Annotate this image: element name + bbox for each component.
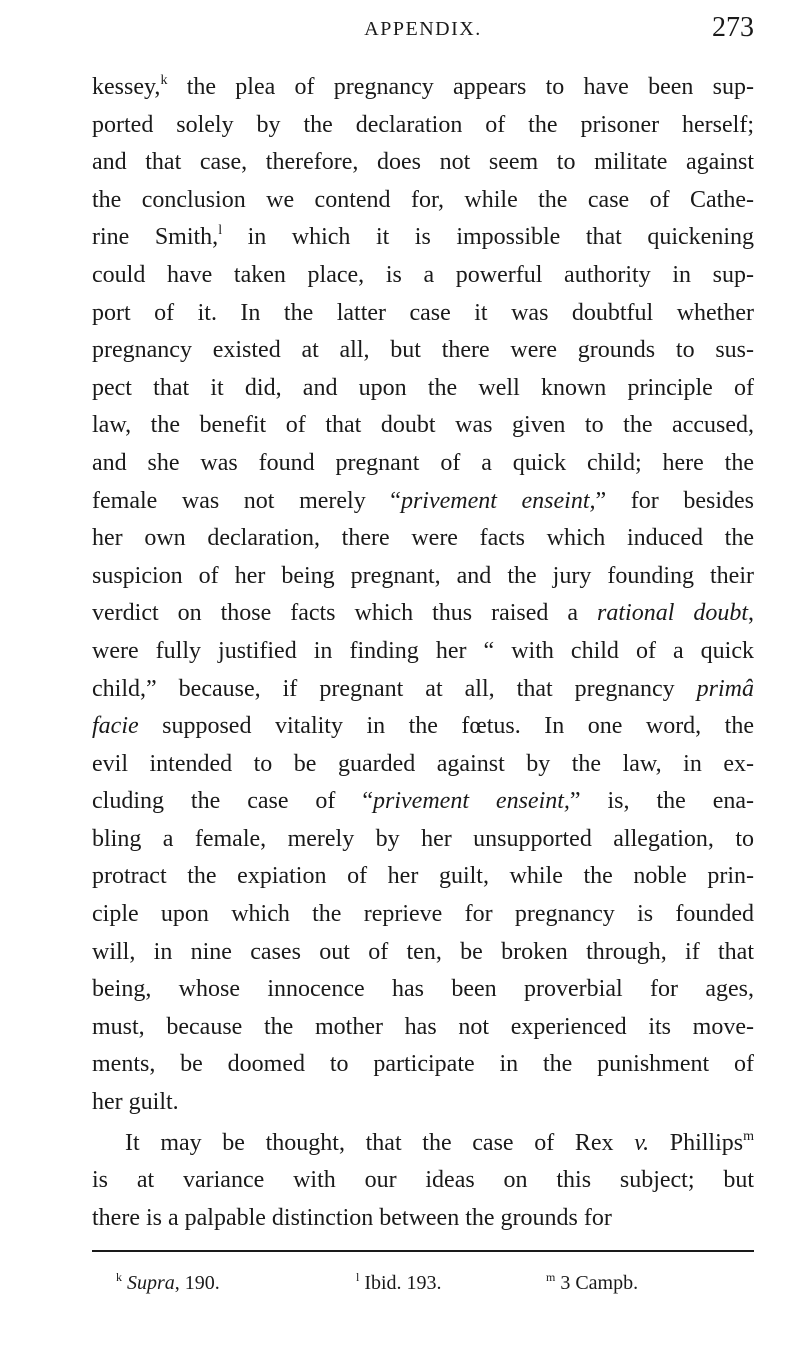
footnote-marker: l bbox=[218, 223, 223, 239]
text-segment: the plea of pregnancy appears to have been sup- bbox=[167, 74, 754, 100]
text-segment: cluding the case of “ bbox=[92, 788, 374, 815]
italic-text: v. bbox=[634, 1129, 650, 1156]
text-segment: in which it is impossible that quickening bbox=[222, 224, 754, 251]
italic-text: facie bbox=[92, 713, 139, 740]
text-segment: her own declaration, there were facts which induced the bbox=[92, 525, 754, 552]
text-segment: pregnancy existed at all, but there were grounds to sus- bbox=[92, 337, 754, 364]
text-line bbox=[92, 934, 754, 972]
text-segment: pect that it did, and upon the well known principle of bbox=[92, 374, 754, 401]
text-segment: female was not merely “ bbox=[92, 487, 401, 514]
text-line bbox=[92, 858, 754, 896]
text-line bbox=[92, 182, 754, 220]
text-segment: verdict on those facts which thus raised a bbox=[92, 600, 598, 627]
text-line bbox=[92, 370, 754, 408]
text-segment: port of it. In the latter case it was doubtful whether bbox=[92, 299, 754, 326]
text-segment: suspicion of her being pregnant, and the jury founding their bbox=[92, 562, 754, 589]
text-line bbox=[92, 746, 754, 784]
text-segment: being, whose innocence has been proverbial for ages, bbox=[92, 976, 754, 1003]
footnote-marker: k bbox=[116, 1270, 122, 1284]
text-segment: and that case, therefore, does not seem to militate against bbox=[92, 149, 754, 176]
footnote bbox=[356, 1272, 442, 1295]
text-line bbox=[92, 520, 754, 558]
text-line bbox=[92, 971, 754, 1009]
text-segment: could have taken place, is a powerful authority in sup- bbox=[92, 261, 754, 288]
text-line bbox=[92, 1084, 754, 1122]
text-line bbox=[92, 257, 754, 295]
text-line bbox=[92, 558, 754, 596]
footnote-marker: m bbox=[546, 1270, 556, 1284]
text-line bbox=[92, 1046, 754, 1084]
text-line bbox=[92, 219, 754, 257]
footnote-marker: m bbox=[743, 1128, 754, 1144]
text-line bbox=[92, 1009, 754, 1047]
text-line bbox=[92, 332, 754, 370]
text-line bbox=[92, 107, 754, 145]
text-segment: 3 Campb. bbox=[555, 1272, 639, 1294]
text-line bbox=[92, 633, 754, 671]
text-segment: bling a female, merely by her unsupported allegation, to bbox=[92, 825, 754, 852]
text-line bbox=[92, 483, 754, 521]
text-line bbox=[92, 144, 754, 182]
text-segment: will, in nine cases out of ten, be broken through, if that bbox=[92, 938, 754, 965]
text-segment: law, the benefit of that doubt was given to the accused, bbox=[92, 412, 754, 439]
body-text bbox=[92, 69, 754, 1237]
text-line bbox=[92, 783, 754, 821]
text-segment: supposed vitality in the fœtus. In one word, the bbox=[138, 713, 754, 740]
text-segment: her guilt. bbox=[92, 1089, 179, 1116]
text-segment: must, because the mother has not experienced its move- bbox=[92, 1013, 754, 1040]
text-segment: ciple upon which the reprieve for pregnancy is founded bbox=[92, 901, 754, 928]
text-line bbox=[92, 1125, 754, 1163]
footnote bbox=[116, 1272, 220, 1295]
text-line bbox=[92, 69, 754, 107]
text-segment: evil intended to be guarded against by the law, in ex- bbox=[92, 750, 754, 777]
italic-text: privement enseint, bbox=[373, 788, 570, 815]
text-segment: Phillips bbox=[649, 1129, 744, 1156]
italic-text: Supra bbox=[127, 1272, 175, 1294]
text-line bbox=[92, 896, 754, 934]
italic-text: rational doubt bbox=[597, 600, 749, 627]
text-line bbox=[92, 295, 754, 333]
text-line bbox=[92, 1200, 754, 1238]
text-line bbox=[92, 708, 754, 746]
text-segment: there is a palpable distinction between the grounds for bbox=[92, 1204, 612, 1231]
page-header bbox=[92, 12, 754, 48]
footnote bbox=[546, 1272, 638, 1295]
running-head: APPENDIX. bbox=[364, 18, 482, 40]
text-segment: Ibid. 193. bbox=[359, 1272, 442, 1294]
paragraph bbox=[92, 1125, 754, 1238]
text-line bbox=[92, 1162, 754, 1200]
italic-text: primâ bbox=[696, 675, 754, 702]
text-segment: is at variance with our ideas on this subject; but bbox=[92, 1167, 754, 1194]
italic-text: privement enseint, bbox=[400, 487, 596, 514]
text-line bbox=[92, 595, 754, 633]
text-segment: kessey, bbox=[92, 74, 161, 100]
text-segment: and she was found pregnant of a quick child; here the bbox=[92, 449, 754, 476]
footnote-marker: l bbox=[356, 1270, 360, 1284]
text-segment: rine Smith, bbox=[92, 224, 219, 251]
text-segment: protract the expiation of her guilt, while the noble prin- bbox=[92, 863, 754, 890]
footnote-marker: k bbox=[160, 73, 168, 88]
text-line bbox=[92, 445, 754, 483]
text-line bbox=[92, 407, 754, 445]
text-line bbox=[92, 821, 754, 859]
page-number: 273 bbox=[712, 12, 754, 43]
text-segment: , 190. bbox=[174, 1272, 220, 1294]
paragraph bbox=[92, 69, 754, 1122]
text-segment: ” for besides bbox=[595, 487, 755, 514]
footnote-rule bbox=[92, 1250, 754, 1252]
text-segment: ” is, the ena- bbox=[569, 788, 755, 815]
text-segment: the conclusion we contend for, while the case of Cathe- bbox=[92, 186, 754, 213]
text-segment: ported solely by the declaration of the prisoner herself; bbox=[92, 111, 754, 138]
text-segment: , bbox=[748, 600, 755, 627]
text-segment: were fully justified in finding her “ with child of a quick bbox=[92, 637, 754, 664]
text-segment: ments, be doomed to participate in the punishment of bbox=[92, 1051, 754, 1078]
text-line bbox=[92, 671, 754, 709]
text-segment: It may be thought, that the case of Rex bbox=[125, 1129, 635, 1156]
text-segment: child,” because, if pregnant at all, that pregnancy bbox=[92, 675, 697, 702]
